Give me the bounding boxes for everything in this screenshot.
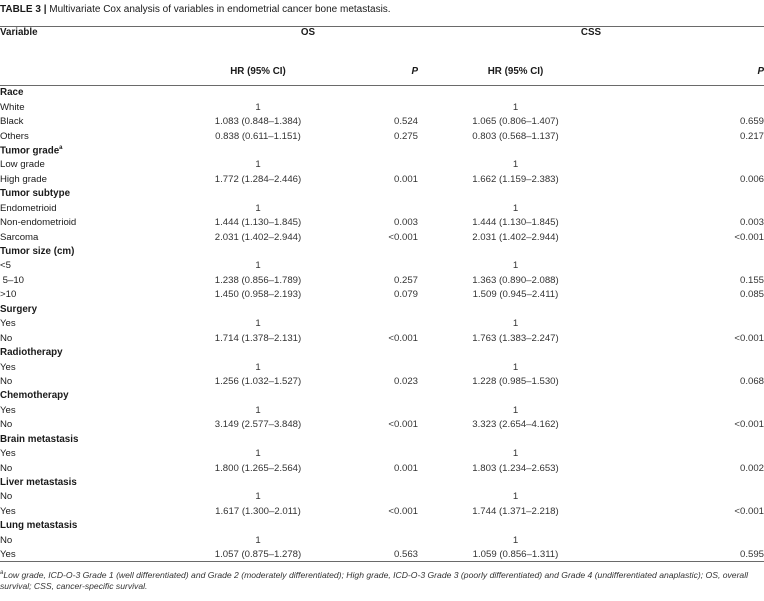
css-hr-cell: 1 [512, 260, 519, 272]
os-p-cell: <0.001 [388, 332, 418, 344]
table-row [0, 129, 764, 143]
header-row-columns [0, 59, 764, 86]
header-css: CSS [418, 27, 764, 59]
os-p-cell [318, 201, 418, 215]
css-hr-cell: 1 [512, 491, 519, 503]
os-p-cell [318, 360, 418, 374]
css-p-cell [613, 201, 764, 215]
css-hr-cell: 1.509 (0.945–2.411) [472, 289, 559, 301]
css-p-cell: 0.595 [613, 548, 764, 562]
table-row [0, 259, 764, 273]
os-p-cell [318, 446, 418, 460]
row-label: Non-endometrioid [0, 217, 77, 229]
os-hr-cell: 1.444 (1.130–1.845) [214, 217, 302, 229]
os-hr-cell: 1 [255, 491, 261, 503]
group-label [0, 86, 764, 100]
group-label-text: Chemotherapy [0, 390, 69, 402]
css-p-cell [613, 317, 764, 331]
group-row [0, 143, 764, 157]
css-hr-cell: 1.228 (0.985–1.530) [472, 375, 559, 387]
cox-analysis-table [0, 26, 764, 562]
row-label: Yes [0, 548, 198, 562]
header-row-groups [0, 27, 764, 59]
css-hr-cell: 1 [512, 202, 519, 214]
os-hr-cell: 1.057 (0.875–1.278) [198, 548, 318, 562]
css-hr-cell: 1 [512, 159, 519, 171]
os-hr-cell: 1 [255, 534, 261, 546]
row-label: High grade [0, 173, 47, 185]
css-hr-cell: 1.444 (1.130–1.845) [472, 217, 559, 229]
css-hr-cell: 1.662 (1.159–2.383) [472, 173, 559, 185]
os-hr-cell: 2.031 (1.402–2.944) [214, 231, 302, 243]
os-hr-cell: 1 [255, 260, 261, 272]
css-p-cell: 0.217 [739, 130, 764, 142]
table-row [0, 114, 764, 128]
group-label [0, 244, 764, 258]
os-p-cell: 0.275 [393, 130, 418, 142]
row-label: White [0, 101, 25, 113]
group-label-text: Radiotherapy [0, 347, 63, 359]
css-p-cell [613, 403, 764, 417]
css-p-cell: <0.001 [734, 505, 764, 517]
css-p-cell: <0.001 [734, 231, 764, 243]
table-row [0, 548, 764, 562]
group-row [0, 345, 764, 359]
os-p-cell [318, 100, 418, 114]
group-label [0, 389, 764, 403]
css-hr-cell: 1.065 (0.806–1.407) [472, 116, 559, 128]
css-p-cell [613, 533, 764, 547]
row-label: No [0, 419, 13, 431]
os-hr-cell: 1.450 (0.958–2.193) [214, 289, 302, 301]
header-os-hr: HR (95% CI) [198, 59, 318, 86]
row-label: No [0, 462, 13, 474]
os-p-cell: <0.001 [388, 505, 418, 517]
group-row [0, 389, 764, 403]
row-label: Low grade [0, 159, 45, 171]
os-p-cell: 0.079 [393, 289, 418, 301]
row-label: 5–10 [0, 274, 25, 286]
table-row [0, 403, 764, 417]
group-label-text: Race [0, 87, 24, 99]
css-p-cell [613, 158, 764, 172]
row-label: Yes [0, 318, 16, 330]
row-label: <5 [0, 260, 11, 272]
css-hr-cell: 1.744 (1.371–2.218) [472, 505, 559, 517]
os-p-cell: 0.001 [393, 462, 418, 474]
table-row [0, 201, 764, 215]
css-hr-cell: 1.803 (1.234–2.653) [472, 462, 559, 474]
group-row [0, 302, 764, 316]
os-hr-cell: 3.149 (2.577–3.848) [214, 419, 302, 431]
os-p-cell: 0.001 [393, 173, 418, 185]
os-hr-cell: 1.772 (1.284–2.446) [214, 173, 302, 185]
group-label-text: Liver metastasis [0, 477, 77, 489]
row-label: Yes [0, 448, 16, 460]
os-p-cell: 0.023 [393, 375, 418, 387]
table-row [0, 418, 764, 432]
group-row [0, 86, 764, 100]
group-label [0, 143, 764, 157]
caption-text: Multivariate Cox analysis of variables in endometrial cancer bone metastasis. [46, 4, 391, 15]
table-row [0, 100, 764, 114]
os-hr-cell: 1 [255, 448, 261, 460]
group-label-text: Surgery [0, 303, 38, 315]
css-p-cell [613, 360, 764, 374]
css-hr-cell: 0.803 (0.568–1.137) [472, 130, 559, 142]
table-row [0, 158, 764, 172]
row-label: >10 [0, 289, 17, 301]
group-row [0, 187, 764, 201]
table-row [0, 273, 764, 287]
css-p-cell: 0.068 [739, 375, 764, 387]
row-label: No [0, 332, 13, 344]
header-os: OS [198, 27, 418, 59]
css-p-cell: 0.003 [739, 217, 764, 229]
group-label [0, 519, 764, 533]
os-hr-cell: 1.238 (0.856–1.789) [214, 274, 302, 286]
table-row [0, 288, 764, 302]
row-label: Yes [0, 404, 16, 416]
os-hr-cell: 1.714 (1.378–2.131) [214, 332, 302, 344]
css-hr-cell: 1 [512, 318, 519, 330]
table-row [0, 331, 764, 345]
os-p-cell: 0.257 [393, 274, 418, 286]
os-hr-cell: 1 [255, 318, 261, 330]
header-css-p: P [613, 59, 764, 86]
os-p-cell: <0.001 [388, 231, 418, 243]
os-p-cell: <0.001 [388, 419, 418, 431]
os-p-cell [318, 317, 418, 331]
os-p-cell [318, 403, 418, 417]
os-hr-cell: 1 [255, 361, 261, 373]
table-row [0, 533, 764, 547]
group-row [0, 475, 764, 489]
footnote-text: Low grade, ICD-O-3 Grade 1 (well differentiated) and Grade 2 (moderately differentiated); High grade, ICD-O-3 Grade 3 (poorly differentiated) and Grade 4 (undifferentiated anaplastic); OS, overall survival; CSS, cancer-specific survival. [0, 569, 749, 592]
css-hr-cell: 1.763 (1.383–2.247) [472, 332, 559, 344]
group-label-text: Tumor size (cm) [0, 246, 75, 258]
css-p-cell: 0.002 [739, 462, 764, 474]
os-p-cell: 0.524 [393, 116, 418, 128]
css-hr-cell: 1 [512, 448, 519, 460]
os-hr-cell: 0.838 (0.611–1.151) [215, 130, 301, 142]
group-label [0, 187, 764, 201]
css-p-cell [613, 446, 764, 460]
table-row [0, 215, 764, 229]
row-label: No [0, 375, 13, 387]
group-label-text: Tumor grade [0, 145, 60, 157]
css-hr-cell: 3.323 (2.654–4.162) [472, 419, 559, 431]
css-p-cell [613, 490, 764, 504]
table-row [0, 230, 764, 244]
row-label: Yes [0, 361, 16, 373]
table-row [0, 490, 764, 504]
table-row [0, 446, 764, 460]
os-hr-cell: 1 [255, 404, 261, 416]
group-label-text: Brain metastasis [0, 433, 79, 445]
group-footnote-marker: a [59, 144, 63, 151]
css-p-cell: 0.659 [739, 116, 764, 128]
os-p-cell: 0.563 [318, 548, 418, 562]
css-p-cell: <0.001 [734, 419, 764, 431]
table-row [0, 360, 764, 374]
css-hr-cell: 1.059 (0.856–1.311) [418, 548, 613, 562]
row-label: Black [0, 116, 24, 128]
css-p-cell: 0.085 [739, 289, 764, 301]
css-p-cell [613, 259, 764, 273]
group-row [0, 244, 764, 258]
group-row [0, 519, 764, 533]
os-p-cell [318, 158, 418, 172]
group-label [0, 475, 764, 489]
os-hr-cell: 1 [255, 101, 261, 113]
row-label: No [0, 491, 13, 503]
row-label: Yes [0, 505, 16, 517]
row-label: No [0, 534, 13, 546]
css-p-cell: 0.155 [739, 274, 764, 286]
os-hr-cell: 1 [255, 202, 261, 214]
row-label: Sarcoma [0, 231, 39, 243]
table-footnote [0, 568, 760, 593]
row-label: Endometrioid [0, 202, 57, 214]
os-p-cell [318, 259, 418, 273]
os-p-cell [318, 533, 418, 547]
table-body [0, 86, 764, 562]
css-hr-cell: 1 [512, 361, 519, 373]
os-hr-cell: 1.256 (1.032–1.527) [214, 375, 302, 387]
os-hr-cell: 1.617 (1.300–2.011) [215, 505, 301, 517]
table-row [0, 172, 764, 186]
table-row [0, 317, 764, 331]
os-p-cell [318, 490, 418, 504]
css-p-cell: <0.001 [734, 332, 764, 344]
table-caption [0, 3, 764, 16]
group-label [0, 345, 764, 359]
header-blank [0, 59, 198, 86]
header-variable: Variable [0, 27, 198, 59]
css-p-cell [613, 100, 764, 114]
footnote-marker: a [0, 570, 4, 576]
os-hr-cell: 1 [255, 159, 261, 171]
os-hr-cell: 1.083 (0.848–1.384) [214, 116, 302, 128]
css-hr-cell: 1 [512, 534, 519, 546]
table-label: TABLE 3 | [0, 4, 47, 15]
css-hr-cell: 1 [512, 404, 519, 416]
table-row [0, 374, 764, 388]
css-hr-cell: 1 [512, 101, 519, 113]
group-label-text: Tumor subtype [0, 188, 71, 200]
group-label [0, 302, 764, 316]
row-label: Others [0, 130, 29, 142]
header-os-p: P [318, 59, 418, 86]
css-p-cell: 0.006 [739, 173, 764, 185]
table-row [0, 461, 764, 475]
os-hr-cell: 1.800 (1.265–2.564) [214, 462, 302, 474]
group-label [0, 432, 764, 446]
css-hr-cell: 2.031 (1.402–2.944) [472, 231, 559, 243]
header-css-hr: HR (95% CI) [418, 59, 613, 86]
table-row [0, 504, 764, 518]
css-hr-cell: 1.363 (0.890–2.088) [472, 274, 559, 286]
group-row [0, 432, 764, 446]
group-label-text: Lung metastasis [0, 520, 78, 532]
os-p-cell: 0.003 [393, 217, 418, 229]
